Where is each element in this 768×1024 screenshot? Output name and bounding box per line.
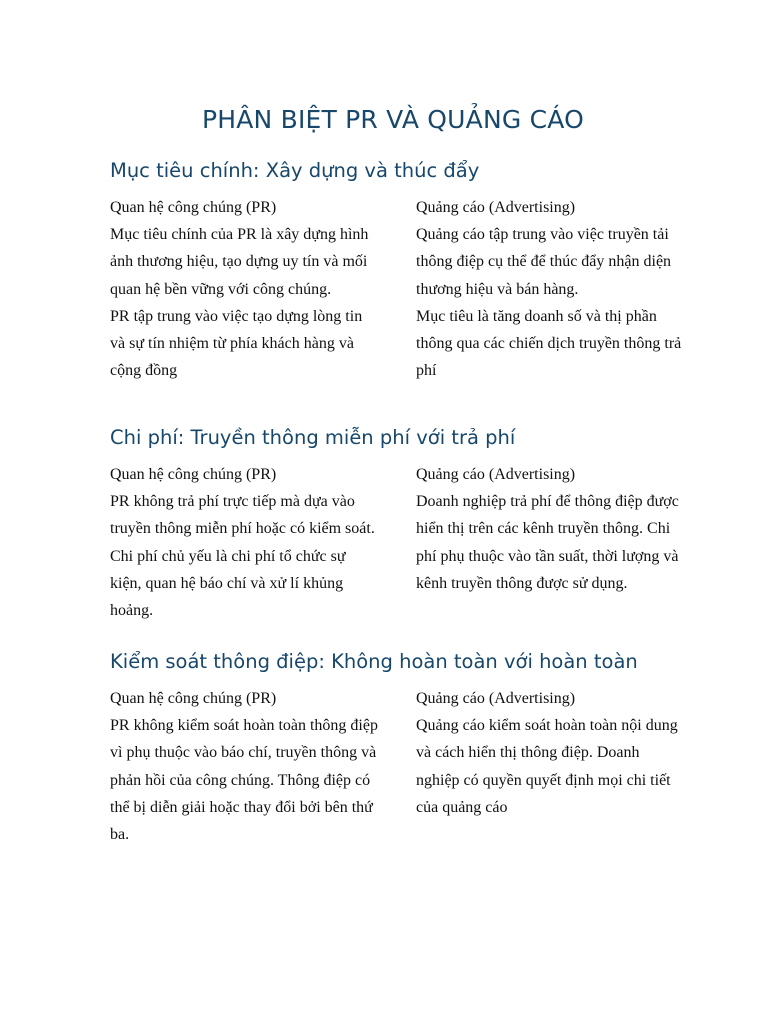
pr-paragraph: PR tập trung vào việc tạo dựng lòng tin và sự tín nhiệm từ phía khách hàng và cộng đồng — [110, 307, 363, 380]
pr-label: Quan hệ công chúng (PR) — [110, 690, 277, 707]
pr-column-message-control — [110, 685, 380, 848]
ad-column-objectives — [416, 194, 684, 384]
pr-paragraph: PR không kiểm soát hoàn toàn thông điệp vì phụ thuộc vào báo chí, truyền thông và phản hồi của công chúng. Thông điệp có thể bị diễn giải hoặc thay đổi bởi bên thứ ba. — [110, 717, 378, 844]
ad-paragraph: Mục tiêu là tăng doanh số và thị phần thông qua các chiến dịch truyền thông trả phí — [416, 307, 682, 380]
ad-paragraph: Quảng cáo tập trung vào việc truyền tải thông điệp cụ thể để thúc đẩy nhận diện thương hiệu và bán hàng. — [416, 226, 672, 298]
pr-column-cost — [110, 461, 380, 624]
pr-paragraph: PR không trả phí trực tiếp mà dựa vào truyền thông miễn phí hoặc có kiểm soát. Chi phí chủ yếu là chi phí tổ chức sự kiện, quan hệ báo chí và xử lí khủng hoảng. — [110, 493, 375, 620]
section-heading-cost: Chi phí: Truyền thông miễn phí với trả phí — [110, 426, 516, 449]
document-title: PHÂN BIỆT PR VÀ QUẢNG CÁO — [201, 105, 584, 134]
ad-column-message-control — [416, 685, 684, 821]
section-heading-message-control: Kiểm soát thông điệp: Không hoàn toàn với hoàn toàn — [110, 650, 638, 673]
ad-column-cost — [416, 461, 684, 597]
ad-label: Quảng cáo (Advertising) — [416, 690, 576, 707]
pr-label: Quan hệ công chúng (PR) — [110, 466, 277, 483]
pr-column-objectives — [110, 194, 380, 384]
ad-label: Quảng cáo (Advertising) — [416, 466, 576, 483]
pr-label: Quan hệ công chúng (PR) — [110, 199, 277, 216]
ad-label: Quảng cáo (Advertising) — [416, 199, 576, 216]
ad-paragraph: Quảng cáo kiểm soát hoàn toàn nội dung và cách hiển thị thông điệp. Doanh nghiệp có quyền quyết định mọi chi tiết của quảng cáo — [416, 717, 678, 816]
ad-paragraph: Doanh nghiệp trả phí để thông điệp được hiển thị trên các kênh truyền thông. Chi phí phụ thuộc vào tần suất, thời lượng và kênh truyền thông được sử dụng. — [416, 493, 679, 592]
pr-paragraph: Mục tiêu chính của PR là xây dựng hình ảnh thương hiệu, tạo dựng uy tín và mối quan hệ bền vững với công chúng. — [110, 226, 369, 298]
section-heading-objectives: Mục tiêu chính: Xây dựng và thúc đẩy — [110, 159, 480, 182]
